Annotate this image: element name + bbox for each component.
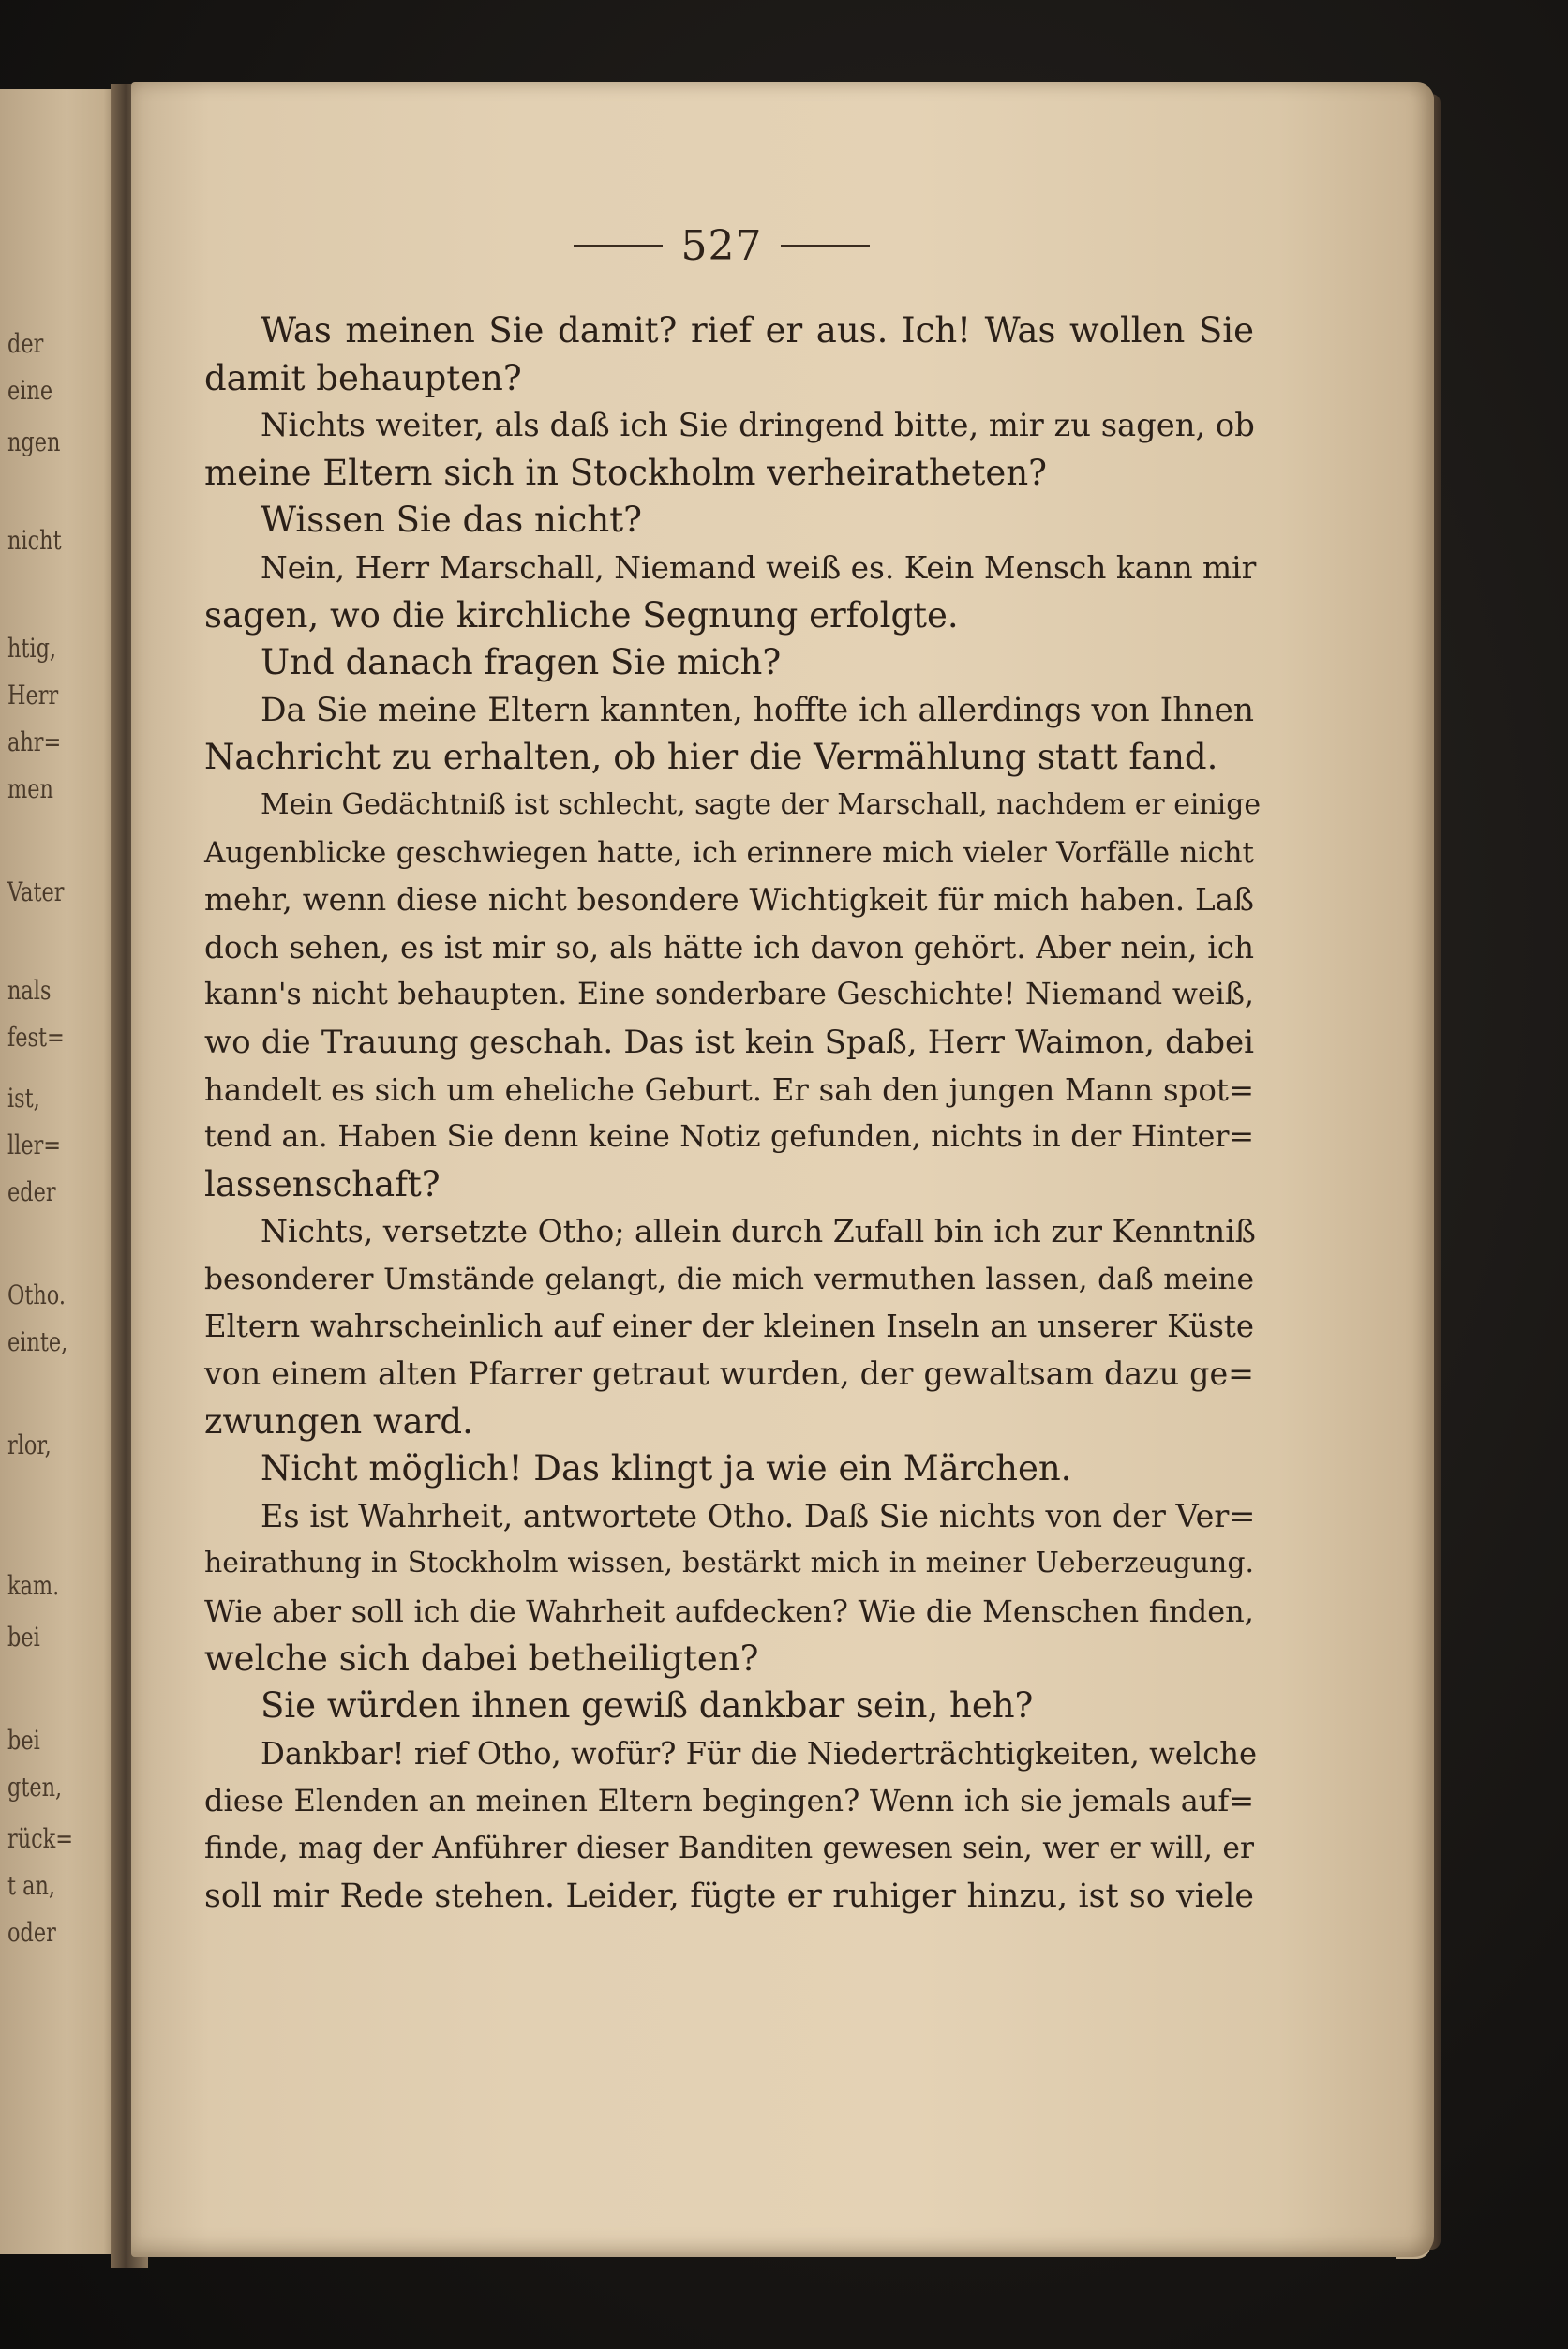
text-line: heirathung in Stockholm wissen, bestärkt mich in meiner Ueberzeugung. [204,1547,1254,1580]
text-line: Es ist Wahrheit, antwortete Otho. Daß Sie nichts von der Ver= [261,1497,1256,1534]
text-line: soll mir Rede stehen. Leider, fügte er ruhiger hinzu, ist so viele [204,1877,1254,1915]
left-page-text: nicht [7,525,62,556]
page-header [572,217,872,274]
text-line: Wissen Sie das nicht? [261,500,642,541]
text-line: Wie aber soll ich die Wahrheit aufdecken? Wie die Menschen finden, [204,1593,1254,1630]
text-line: von einem alten Pfarrer getraut wurden, der gewaltsam dazu ge= [204,1355,1254,1393]
text-line: mehr, wenn diese nicht besondere Wichtigkeit für mich haben. Laß [204,882,1254,919]
left-page-text: ist, [7,1083,40,1114]
left-page-text: der [7,328,44,359]
page-number: 527 [680,221,763,270]
text-line: Nichts weiter, als daß ich Sie dringend bitte, mir zu sagen, ob [261,407,1255,444]
text-line: Nachricht zu erhalten, ob hier die Vermählung statt fand. [204,737,1218,778]
left-page-text: htig, [7,633,57,664]
left-page-text: Herr [7,680,59,711]
header-rule-left [574,245,663,247]
text-line: Nein, Herr Marschall, Niemand weiß es. Kein Mensch kann mir [261,549,1257,586]
text-line: Da Sie meine Eltern kannten, hoffte ich allerdings von Ihnen [261,691,1254,729]
left-page-text: kam. [7,1570,60,1601]
text-line: diese Elenden an meinen Eltern begingen? Wenn ich sie jemals auf= [204,1783,1254,1819]
text-line: sagen, wo die kirchliche Segnung erfolgte. [204,594,959,636]
header-rule-right [781,245,870,247]
text-line: Mein Gedächtniß ist schlecht, sagte der Marschall, nachdem er einige [261,787,1262,821]
left-page-text: Vater [7,876,65,907]
text-line: Augenblicke geschwiegen hatte, ich erinnere mich vieler Vorfälle nicht [204,835,1254,870]
left-page-text: fest= [7,1022,65,1053]
text-line: besonderer Umstände gelangt, die mich vermuthen lassen, daß meine [204,1262,1254,1296]
left-page-text: gten, [7,1772,63,1803]
left-page-text: ller= [7,1130,62,1160]
text-line: zwungen ward. [204,1400,473,1442]
left-page-text: eine [7,375,53,406]
left-page-text: nals [7,975,52,1006]
text-line: tend an. Haben Sie denn keine Notiz gefunden, nichts in der Hinter= [204,1120,1254,1155]
text-line: meine Eltern sich in Stockholm verheiratheten? [204,452,1047,493]
left-page-text: t an, [7,1870,56,1901]
text-line: doch sehen, es ist mir so, als hätte ich davon gehört. Aber nein, ich [204,929,1254,965]
left-page-text: einte, [7,1326,68,1357]
left-page-text: ahr= [7,726,62,757]
left-page-text: men [7,773,53,804]
text-line: Was meinen Sie damit? rief er aus. Ich! Was wollen Sie [261,310,1254,351]
left-page-text: rlor, [7,1429,52,1460]
text-line: Sie würden ihnen gewiß dankbar sein, heh? [261,1685,1034,1727]
left-page-text: Otho. [7,1279,67,1310]
body-text [204,307,1262,1920]
left-page-text: bei [7,1725,40,1756]
text-line: Und danach fragen Sie mich? [261,642,782,683]
text-line: damit behaupten? [204,357,522,398]
text-line: Eltern wahrscheinlich auf einer der kleinen Inseln an unserer Küste [204,1309,1254,1345]
left-page [0,89,122,2254]
text-line: finde, mag der Anführer dieser Banditen gewesen sein, wer er will, er [204,1832,1254,1865]
text-line: kann's nicht behaupten. Eine sonderbare Geschichte! Niemand weiß, [204,978,1254,1012]
text-line: Nicht möglich! Das klingt ja wie ein Märchen. [261,1448,1072,1489]
left-page-text: oder [7,1917,56,1948]
text-line: handelt es sich um eheliche Geburt. Er sah den jungen Mann spot= [204,1071,1254,1108]
left-page-text: ngen [7,426,61,457]
text-line: lassenschaft? [204,1163,441,1204]
text-line: Dankbar! rief Otho, wofür? Für die Niederträchtigkeiten, welche [261,1735,1258,1772]
text-line: wo die Trauung geschah. Das ist kein Spaß, Herr Waimon, dabei [204,1023,1254,1061]
text-line: welche sich dabei betheiligten? [204,1638,759,1679]
left-page-text: rück= [7,1823,74,1854]
left-page-text: bei [7,1622,40,1653]
left-page-text: eder [7,1176,56,1207]
text-line: Nichts, versetzte Otho; allein durch Zufall bin ich zur Kenntniß [261,1213,1256,1250]
